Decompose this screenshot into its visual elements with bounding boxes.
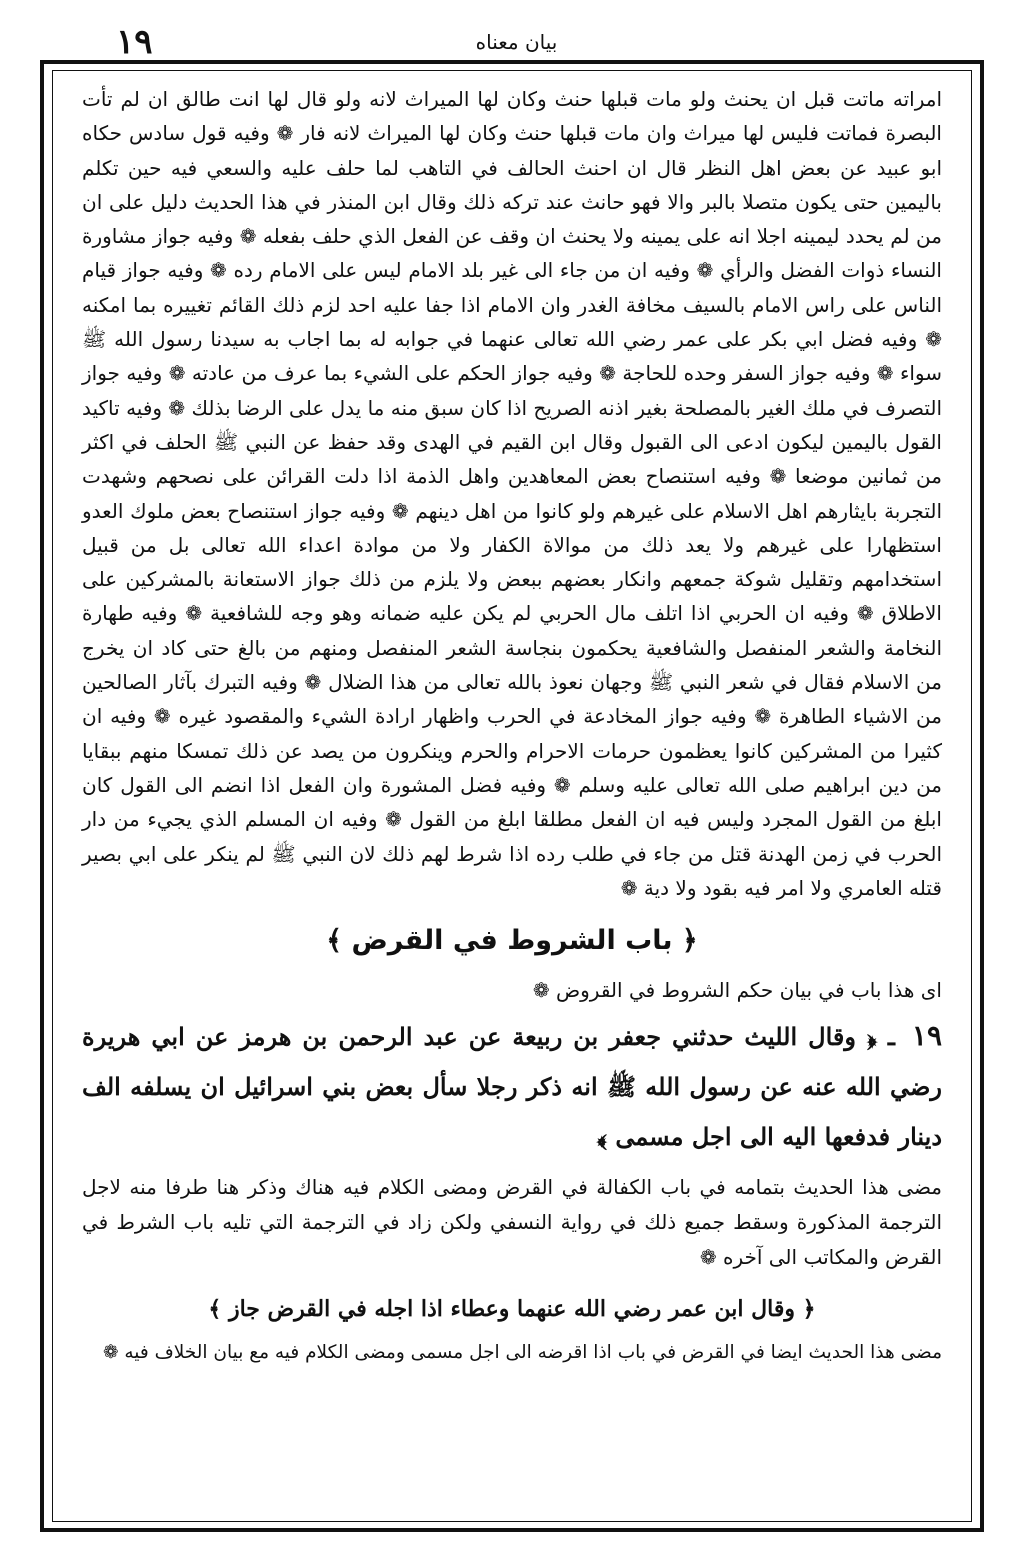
commentary-paragraph: امراته ماتت قبل ان يحنث ولو مات قبلها حنث وكان لها الميراث لانه ولو قال لها انت طالق ان لم تأت البصرة فماتت فليس لها ميراث وان مات قبلها حنث وكان لها الميراث لانه فار ❁ وفيه قول سادس حكاه ابو عبيد عن بعض اهل النظر قال ان احنث الحالف في التاهب لما حلف عليه والسعي فيه حين تكلم باليمين حتى يكون متصلا بالبر والا فهو حانث عند تركه ذلك وقال ابن المنذر في هذا الحديث دليل على ان من لم يحدد ليمينه اجلا انه على يمينه ولا يحنث ان وقف عن الفعل الذي حلف بفعله ❁ وفيه جواز مشاورة النساء ذوات الفضل والرأي ❁ وفيه ان من جاء الى غير بلد الامام ليس على الامام رده ❁ وفيه جواز قيام الناس على راس الامام بالسيف مخافة الغدر وان الامام اذا جفا عليه احد لزم ذلك القائم تغييره بما امكنه ❁ وفيه فضل ابي بكر على عمر رضي الله تعالى عنهما في جوابه له بما اجاب به سيدنا رسول الله ﷺ سواء ❁ وفيه جواز السفر وحده للحاجة ❁ وفيه جواز الحكم على الشيء بما عرف من عادته ❁ وفيه جواز التصرف في ملك الغير بالمصلحة بغير اذنه الصريح اذا كان سبق منه ما يدل على الرضا بذلك ❁ وفيه تاكيد القول باليمين ليكون ادعى الى القبول وقال ابن القيم في الهدى وقد حفظ عن النبي ﷺ الحلف في اكثر من ثمانين موضعا ❁ وفيه استنصاح بعض المعاهدين واهل الذمة اذا دلت القرائن على نصحهم وشهدت التجربة بايثارهم اهل الاسلام على غيرهم ولو كانوا من اهل دينهم ❁ وفيه جواز استنصاح بعض ملوك العدو استظهارا على غيرهم ولا يعد ذلك من موالاة الكفار ولا من موادة اعداء الله تعالى بل من قبيل استخدامهم وتقليل شوكة جمعهم وانكار بعضهم ببعض ولا يلزم من ذلك جواز الاستعانة بالمشركين على الاطلاق ❁ وفيه ان الحربي اذا اتلف مال الحربي لم يكن عليه ضمانه وهو وجه للشافعية ❁ وفيه طهارة النخامة والشعر المنفصل والشافعية يحكمون بنجاسة الشعر المنفصل ومنهم من بالغ حتى كاد ان يخرج من الاسلام فقال في شعر النبي ﷺ وجهان نعوذ بالله تعالى من هذا الضلال ❁ وفيه التبرك بآثار الصالحين من الاشياء الطاهرة ❁ وفيه جواز المخادعة في الحرب واظهار ارادة الشيء والمقصود غيره ❁ وفيه ان كثيرا من المشركين كانوا يعظمون حرمات الاحرام والحرم وينكرون من يصد عن ذلك تمسكا منهم ببقايا من دين ابراهيم صلى الله تعالى عليه وسلم ❁ وفيه فضل المشورة وان الفعل اذا انضم الى القول كان ابلغ من القول المجرد وليس فيه ان الفعل مطلقا ابلغ من القول ❁ وفيه ان المسلم الذي يجيء من دار الحرب في زمن الهدنة قتل من جاء في طلب رده اذا شرط لهم ذلك لان النبي ﷺ لم ينكر على ابي بصير قتله العامري ولا امر فيه بقود ولا دية ❁ <box>82 87 942 900</box>
hadith-block <box>82 1011 942 1162</box>
athar-commentary: مضى هذا الحديث ايضا في القرض في باب اذا اقرضه الى اجل مسمى ومضى الكلام فيه مع بيان الخلاف فيه ❁ <box>102 1342 942 1364</box>
chapter-heading: ﴿ باب الشروط في القرض ﴾ <box>326 925 698 957</box>
page-text-block <box>82 82 942 1369</box>
hadith-text: ـ ﴿ وقال الليث حدثني جعفر بن ربيعة عن عبد الرحمن بن هرمز عن ابي هريرة رضي الله عنه عن رسول الله ﷺ انه ذكر رجلا سأل بعض بني اسرائيل ان يسلفه الف دينار فدفعها اليه الى اجل مسمى ﴾ <box>82 1022 942 1152</box>
chapter-intro: اى هذا باب في بيان حكم الشروط في القروض ❁ <box>532 978 942 1003</box>
hadith-commentary: مضى هذا الحديث بتمامه في باب الكفالة في القرض ومضى الكلام فيه هناك وذكر هنا طرفا منه لاجل الترجمة المذكورة وسقط جميع ذلك في رواية النسفي ولكن زاد في الترجمة التي تليه باب الشرط في القرض والمكاتب الى آخره ❁ <box>82 1175 942 1270</box>
page-number: ١٩ <box>116 22 153 62</box>
athar-text: ﴿ وقال ابن عمر رضي الله عنهما وعطاء اذا اجله في القرض جاز ﴾ <box>208 1296 816 1323</box>
hadith-number: ١٩ <box>911 1019 942 1053</box>
running-title: بیان معناه <box>475 30 558 54</box>
